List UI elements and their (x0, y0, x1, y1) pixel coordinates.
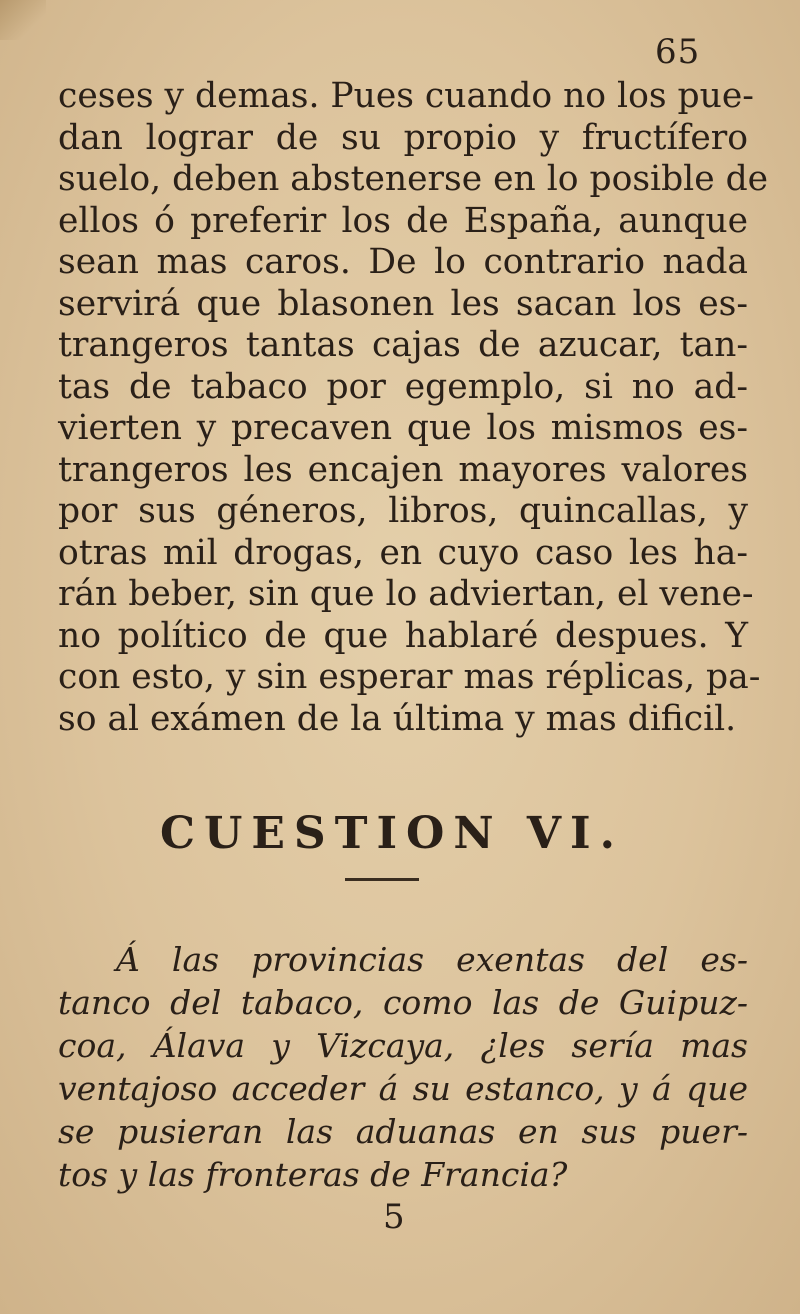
question-line: se pusieran las aduanas en sus puer- (58, 1112, 748, 1151)
text-line: sean mas caros. De lo contrario nada (58, 242, 748, 282)
text-line: servirá que blasonen les sacan los es- (58, 283, 748, 324)
question-line: tos y las fronteras de Francia? (58, 1155, 568, 1194)
page-number: 65 (655, 32, 701, 72)
text-line: ellos ó preferir los de España, aunque (58, 200, 748, 241)
catchword: 5 (383, 1197, 405, 1237)
text-line: suelo, deben abstenerse en lo posible de (58, 159, 769, 199)
section-heading: CUESTION VI. (160, 808, 624, 859)
text-line: no político de que hablaré despues. Y (58, 615, 748, 656)
text-line: vierten y precaven que los mismos es- (58, 408, 748, 448)
question-line: tanco del tabaco, como las de Guipuz- (58, 983, 748, 1022)
question-line: ventajoso acceder á su estanco, y á que (58, 1069, 748, 1108)
text-line: dan lograr de su propio y fructífero (58, 117, 748, 158)
text-line: rán beber, sin que lo adviertan, el vene- (58, 574, 754, 614)
text-line: tas de tabaco por egemplo, si no ad- (58, 366, 748, 407)
text-line: so al exámen de la última y mas dificil. (58, 698, 737, 739)
question-line: coa, Álava y Vizcaya, ¿les sería mas (58, 1026, 748, 1065)
text-line: trangeros tantas cajas de azucar, tan- (58, 325, 748, 365)
text-line: por sus géneros, libros, quincallas, y (58, 491, 748, 531)
body-paragraph (58, 76, 769, 740)
text-line: ceses y demas. Pues cuando no los pue- (58, 76, 754, 116)
text-line: con esto, y sin esperar mas réplicas, pa- (58, 657, 761, 697)
text-line: otras mil drogas, en cuyo caso les ha- (58, 532, 748, 573)
heading-rule (345, 878, 419, 881)
text-line: trangeros les encajen mayores valores (58, 449, 748, 490)
question-line: Á las provincias exentas del es- (116, 940, 748, 979)
page-corner-stain (0, 0, 46, 40)
question-paragraph (58, 938, 748, 1196)
